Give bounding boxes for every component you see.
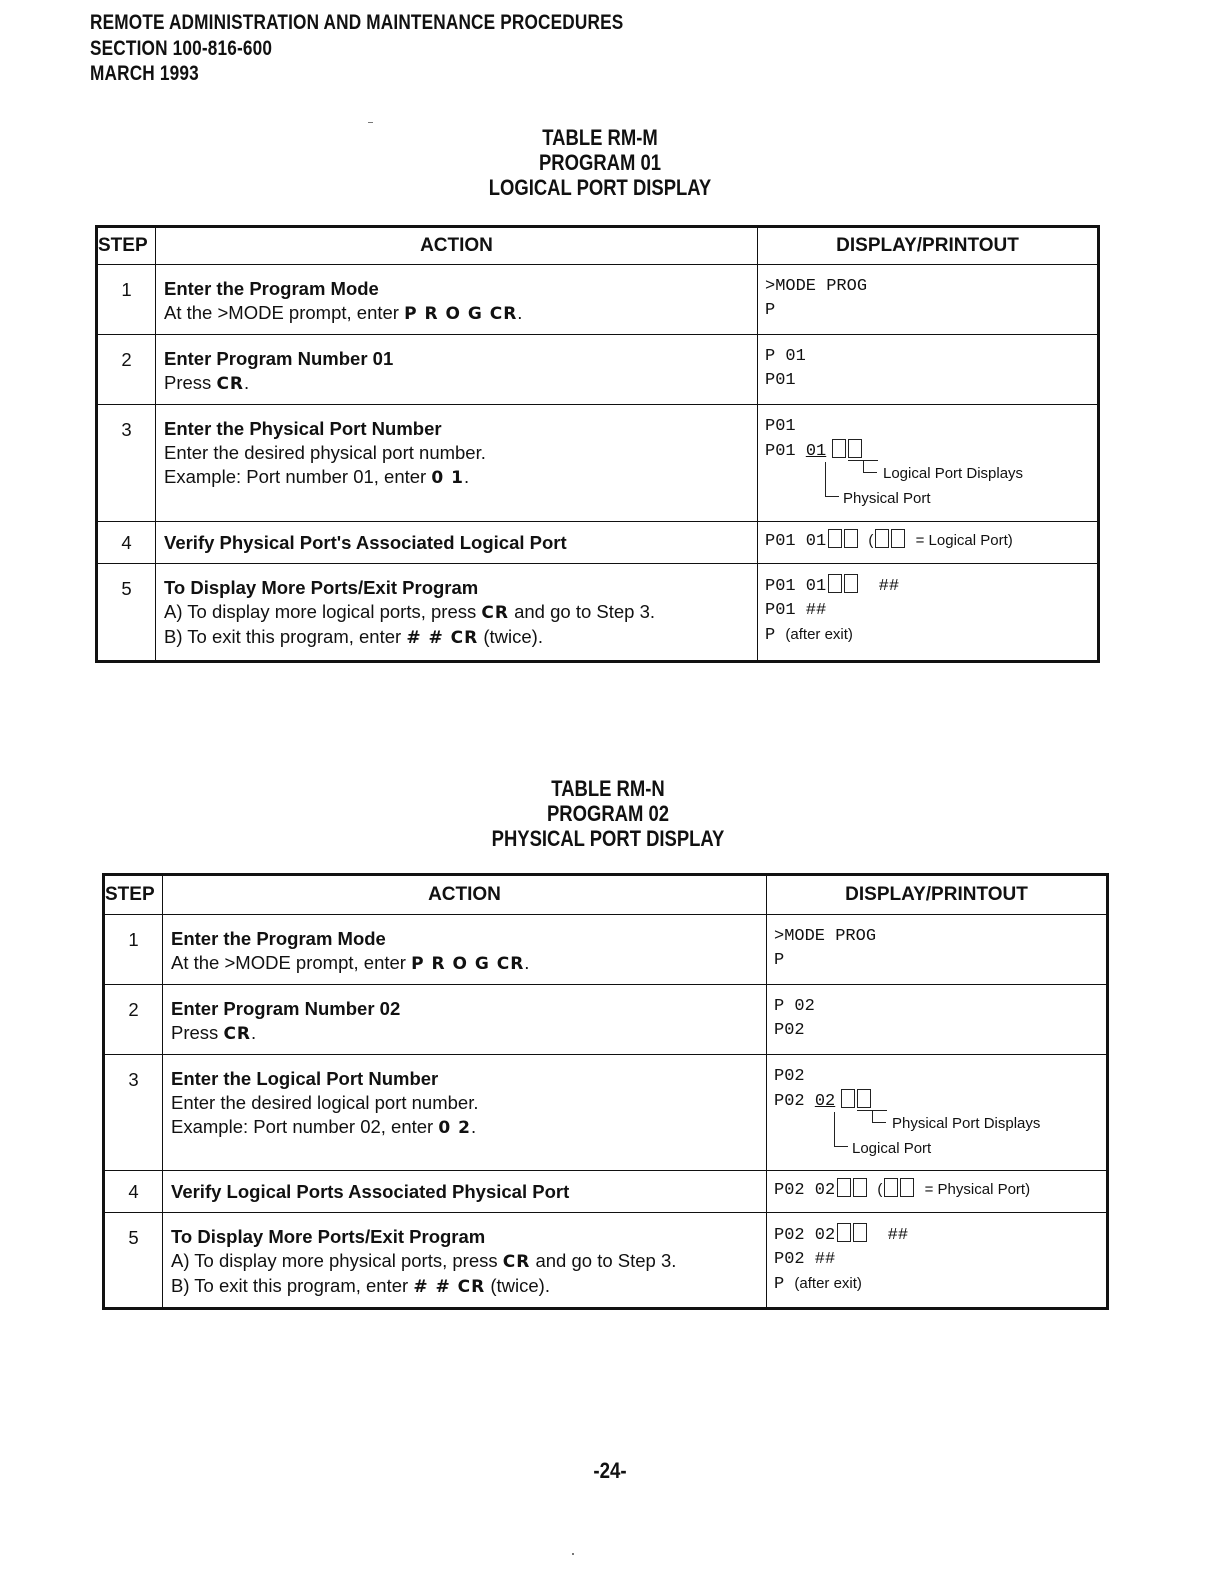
action-cell — [156, 335, 758, 405]
action-text: Press — [171, 1022, 224, 1043]
step-number: 4 — [97, 522, 156, 564]
step-number: 1 — [104, 915, 163, 985]
display-code: P — [774, 1275, 785, 1294]
action-title: To Display More Ports/Exit Program — [164, 577, 479, 598]
digit-box — [848, 439, 862, 458]
scan-speck — [368, 122, 373, 123]
column-header-display: DISPLAY/PRINTOUT — [758, 227, 1099, 265]
program-number: PROGRAM 01 — [538, 150, 662, 175]
action-text-end: . — [463, 466, 470, 487]
action-cell — [163, 985, 767, 1055]
action-cell — [156, 564, 758, 662]
table-rm-n — [102, 873, 1109, 1310]
logical-port-label: Logical Port — [852, 1140, 932, 1157]
display-line: P02 02 — [774, 1226, 836, 1245]
action-text: B) To exit this program, enter — [164, 626, 407, 647]
table-header-row — [97, 227, 1099, 265]
table-row — [97, 522, 1099, 564]
logical-port-displays-label: Logical Port Displays — [883, 465, 1024, 482]
diagram-line — [825, 496, 839, 497]
paren-open: ( — [877, 1181, 883, 1198]
action-title: Enter Program Number 02 — [171, 998, 401, 1019]
diagram-line — [834, 1112, 835, 1146]
table-number: TABLE RM-M — [542, 125, 658, 150]
column-header-display: DISPLAY/PRINTOUT — [767, 875, 1108, 915]
digit-box — [828, 529, 842, 548]
action-text-end: and go to Step 3. — [508, 601, 656, 622]
action-cell — [163, 1213, 767, 1309]
table-row — [104, 1213, 1108, 1309]
diagram-line — [834, 1146, 848, 1147]
header-date: MARCH 1993 — [90, 62, 199, 85]
action-text-end: . — [251, 1022, 257, 1043]
action-title: Enter the Program Mode — [171, 928, 386, 949]
digit-box — [884, 1178, 898, 1197]
column-header-action: ACTION — [163, 875, 767, 915]
table-header-row — [104, 875, 1108, 915]
table-row — [104, 1171, 1108, 1213]
table-row — [97, 265, 1099, 335]
action-cell — [163, 915, 767, 985]
key-sequence: CR — [223, 1024, 252, 1044]
display-line: P01 01 — [765, 532, 827, 551]
display-cell — [767, 1171, 1108, 1213]
table-number: TABLE RM-N — [551, 776, 665, 801]
key-sequence: CR — [481, 603, 509, 623]
display-line: P01 — [765, 371, 796, 390]
key-sequence: CR — [502, 1252, 531, 1272]
action-title: Enter the Logical Port Number — [171, 1068, 439, 1089]
action-text: A) To display more physical ports, press — [171, 1250, 503, 1271]
display-cell — [767, 1055, 1108, 1171]
action-text: Enter the desired physical port number. — [164, 442, 486, 463]
step-number: 4 — [104, 1171, 163, 1213]
key-sequence: CR — [216, 374, 245, 394]
display-cell — [767, 985, 1108, 1055]
digit-box — [853, 1223, 867, 1242]
display-line: P 01 — [765, 347, 806, 366]
physical-port-value: 01 — [805, 442, 827, 461]
column-header-step: STEP — [97, 227, 156, 265]
diagram-line — [863, 472, 877, 473]
display-line-end: ## — [887, 1226, 909, 1245]
step-number: 1 — [97, 265, 156, 335]
program-name: LOGICAL PORT DISPLAY — [488, 175, 712, 200]
physical-port-displays-label: Physical Port Displays — [892, 1115, 1041, 1132]
step-number: 3 — [104, 1055, 163, 1171]
display-note: (after exit) — [794, 1275, 862, 1292]
display-cell — [767, 915, 1108, 985]
digit-box — [875, 529, 889, 548]
display-line: P — [774, 951, 785, 970]
display-note: (after exit) — [785, 626, 853, 643]
display-cell — [758, 335, 1099, 405]
display-line: P02 ## — [774, 1250, 836, 1269]
display-line-end: ## — [878, 577, 900, 596]
program-number: PROGRAM 02 — [546, 801, 670, 826]
port-diagram — [765, 464, 1090, 514]
action-text-end: . — [470, 1116, 477, 1137]
action-text-end: (twice). — [485, 1275, 550, 1296]
page-number: -24- — [593, 1458, 627, 1483]
program-name: PHYSICAL PORT DISPLAY — [491, 826, 725, 851]
action-title: To Display More Ports/Exit Program — [171, 1226, 486, 1247]
paren-open: ( — [868, 532, 874, 549]
scan-speck — [572, 1553, 574, 1555]
document-header — [90, 10, 623, 87]
legend-text: = Logical Port) — [915, 532, 1013, 549]
header-section: SECTION 100-816-600 — [90, 36, 273, 60]
step-number: 2 — [104, 985, 163, 1055]
action-text: B) To exit this program, enter — [171, 1275, 414, 1296]
action-text: Example: Port number 01, enter — [164, 466, 432, 487]
action-title: Verify Logical Ports Associated Physical Port — [171, 1181, 570, 1202]
action-text-end: . — [517, 302, 523, 323]
digit-box — [857, 1089, 871, 1108]
table-row — [97, 405, 1099, 522]
digit-box — [841, 1089, 855, 1108]
digit-box — [891, 529, 905, 548]
step-number: 5 — [97, 564, 156, 662]
display-line: P02 02 — [774, 1181, 836, 1200]
table-title-rm-n — [444, 776, 772, 851]
display-line: P01 ## — [765, 601, 827, 620]
display-line: >MODE PROG — [774, 927, 877, 946]
logical-port-value: 02 — [814, 1092, 836, 1111]
digit-box — [853, 1178, 867, 1197]
digit-box — [837, 1223, 851, 1242]
display-line: P01 01 — [765, 577, 827, 596]
action-cell — [163, 1171, 767, 1213]
display-cell — [758, 265, 1099, 335]
display-line: >MODE PROG — [765, 277, 868, 296]
table-row — [104, 985, 1108, 1055]
diagram-line — [872, 1110, 873, 1122]
port-diagram — [774, 1114, 1099, 1164]
action-text-end: . — [244, 372, 250, 393]
action-text: At the >MODE prompt, enter — [171, 952, 412, 973]
display-line: P02 — [774, 1092, 815, 1111]
digit-box — [900, 1178, 914, 1197]
display-code: P — [765, 626, 776, 645]
display-line: P — [765, 301, 776, 320]
table-row — [97, 335, 1099, 405]
header-title: REMOTE ADMINISTRATION AND MAINTENANCE PROCEDURES — [90, 11, 624, 34]
action-text-end: and go to Step 3. — [530, 1250, 677, 1271]
action-text-end: . — [524, 952, 530, 973]
action-text: Example: Port number 02, enter — [171, 1116, 439, 1137]
action-cell — [156, 522, 758, 564]
display-line: P01 — [765, 442, 806, 461]
step-number: 3 — [97, 405, 156, 522]
action-title: Enter the Physical Port Number — [164, 418, 442, 439]
key-sequence: P R O G CR — [404, 304, 518, 324]
action-cell — [156, 265, 758, 335]
column-header-action: ACTION — [156, 227, 758, 265]
display-line: P01 — [765, 417, 796, 436]
display-line: P 02 — [774, 997, 815, 1016]
action-title: Enter the Program Mode — [164, 278, 379, 299]
key-sequence: 0 1 — [431, 468, 464, 488]
action-text: A) To display more logical ports, press — [164, 601, 482, 622]
diagram-line — [863, 460, 864, 472]
physical-port-label: Physical Port — [843, 490, 931, 507]
table-title-rm-m — [436, 125, 764, 200]
digit-box — [844, 574, 858, 593]
digit-box — [837, 1178, 851, 1197]
action-title: Enter Program Number 01 — [164, 348, 394, 369]
action-text: Press — [164, 372, 217, 393]
table-row — [104, 1055, 1108, 1171]
action-text: At the >MODE prompt, enter — [164, 302, 405, 323]
action-text-end: (twice). — [478, 626, 543, 647]
key-sequence: # # CR — [413, 1277, 486, 1297]
column-header-step: STEP — [104, 875, 163, 915]
display-cell — [758, 405, 1099, 522]
key-sequence: # # CR — [406, 628, 479, 648]
display-cell — [758, 564, 1099, 662]
action-text: Enter the desired logical port number. — [171, 1092, 479, 1113]
digit-box — [832, 439, 846, 458]
digit-box — [828, 574, 842, 593]
action-cell — [163, 1055, 767, 1171]
table-row — [97, 564, 1099, 662]
display-cell — [767, 1213, 1108, 1309]
digit-box — [844, 529, 858, 548]
table-row — [104, 915, 1108, 985]
display-line: P02 — [774, 1021, 805, 1040]
diagram-line — [872, 1122, 886, 1123]
action-title: Verify Physical Port's Associated Logical Port — [164, 532, 567, 553]
legend-text: = Physical Port) — [924, 1181, 1031, 1198]
key-sequence: 0 2 — [438, 1118, 471, 1138]
diagram-line — [825, 462, 826, 496]
display-line: P02 — [774, 1067, 805, 1086]
display-cell — [758, 522, 1099, 564]
action-cell — [156, 405, 758, 522]
step-number: 5 — [104, 1213, 163, 1309]
table-rm-m — [95, 225, 1100, 663]
step-number: 2 — [97, 335, 156, 405]
key-sequence: P R O G CR — [411, 954, 525, 974]
